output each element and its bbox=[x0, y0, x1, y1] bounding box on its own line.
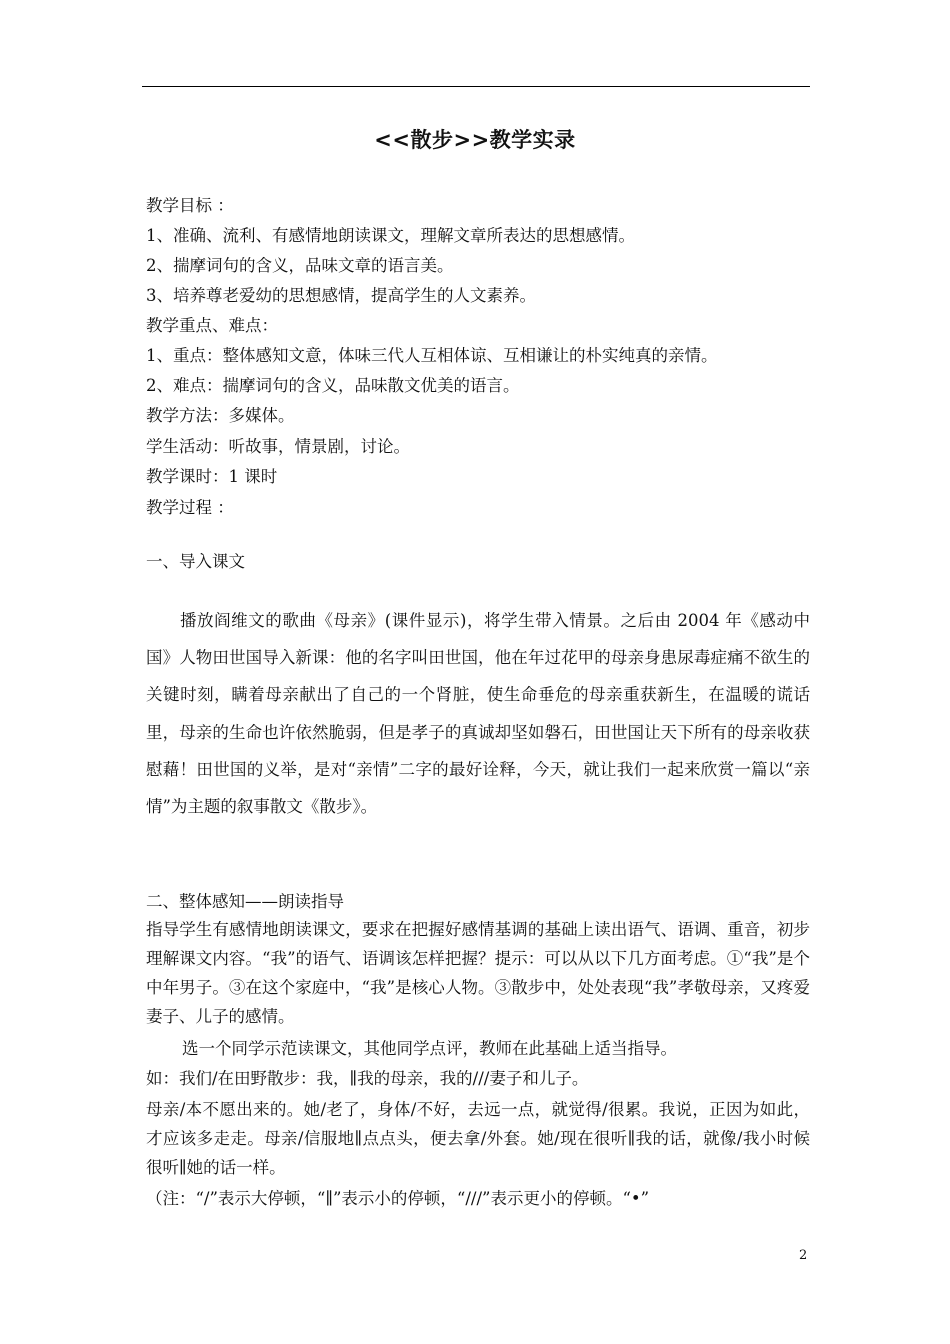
goal-item: 1、准确、流利、有感情地朗读课文，理解文章所表达的思想感情。 bbox=[146, 226, 635, 245]
key-heading: 教学重点、难点： bbox=[146, 316, 278, 335]
section2-heading: 二、整体感知——朗读指导 bbox=[146, 892, 344, 911]
goal-item: 3、培养尊老爱幼的思想感情，提高学生的人文素养。 bbox=[146, 286, 536, 305]
section1-heading: 一、导入课文 bbox=[146, 552, 245, 571]
section2-example-text: 母亲/本不愿出来的。她/老了，身体/不好，去远一点，就觉得/很累。我说，正因为如此，才应该多走走。母亲/信服地∥点点头，便去拿/外套。她/现在很听∥我的话，就像/我小时候很听∥她的话一样。 bbox=[146, 1100, 810, 1177]
goal-item: 2、揣摩词句的含义，品味文章的语言美。 bbox=[146, 256, 454, 275]
hours-line: 教学课时：1 课时 bbox=[146, 467, 278, 486]
section2-paragraph: 指导学生有感情地朗读课文，要求在把握好感情基调的基础上读出语气、语调、重音，初步理解课文内容。“我”的语气、语调该怎样把握？提示：可以从以下几方面考虑。①“我”是个中年男子。③在这个家庭中，“我”是核心人物。③散步中，处处表现“我”孝敬母亲，又疼爱妻子、儿子的感情。 bbox=[146, 920, 810, 1026]
section1-paragraph: 播放阎维文的歌曲《母亲》(课件显示)，将学生带入情景。之后由 2004 年《感动中国》人物田世国导入新课：他的名字叫田世国，他在年过花甲的母亲身患尿毒症痛不欲生的关键时刻，瞒着母亲献出了自己的一个肾脏，使生命垂危的母亲重获新生，在温暖的谎话里，母亲的生命也许依然脆弱，但是孝子的真诚却坚如磐石，田世国让天下所有的母亲收获慰藉！田世国的义举，是对“亲情”二字的最好诠释，今天，就让我们一起来欣赏一篇以“亲情”为主题的叙事散文《散步》。 bbox=[146, 611, 810, 817]
header-rule bbox=[142, 86, 810, 87]
goals-heading: 教学目标 ： bbox=[146, 196, 234, 215]
process-heading: 教学过程 ： bbox=[146, 498, 234, 517]
method-line: 教学方法：多媒体。 bbox=[146, 406, 295, 425]
page-number: 2 bbox=[799, 1248, 808, 1263]
activity-line: 学生活动：听故事，情景剧，讨论。 bbox=[146, 437, 410, 456]
key-point-item: 1、重点：整体感知文意，体味三代人互相体谅、互相谦让的朴实纯真的亲情。 bbox=[146, 346, 718, 365]
key-point-item: 2、难点：揣摩词句的含义，品味散文优美的语言。 bbox=[146, 376, 520, 395]
section2-sample-intro: 选一个同学示范读课文，其他同学点评，教师在此基础上适当指导。 bbox=[182, 1039, 677, 1058]
section2-note: （注：“/”表示大停顿，“∥”表示小的停顿，“///”表示更小的停顿。“•” bbox=[146, 1189, 650, 1208]
document-title: <<散步>>教学实录 bbox=[374, 128, 576, 152]
section2-example: 如：我们/在田野散步：我，∥我的母亲，我的///妻子和儿子。 bbox=[146, 1069, 589, 1088]
